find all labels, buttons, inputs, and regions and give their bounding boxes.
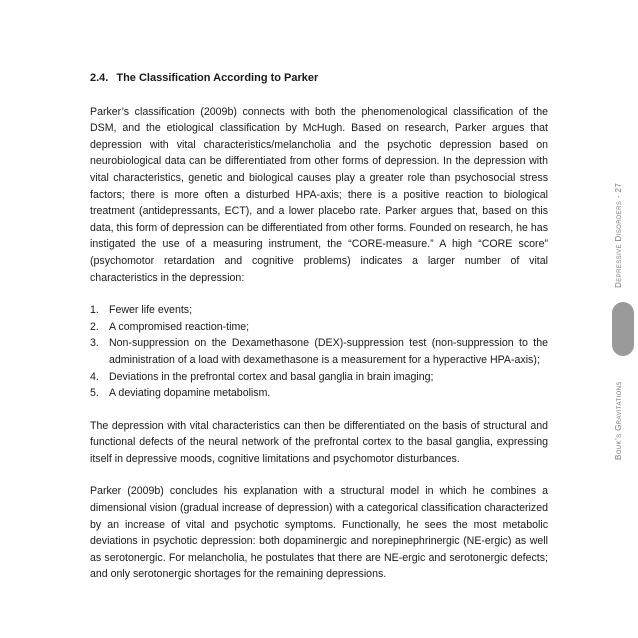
running-sidebar <box>612 0 636 638</box>
characteristics-list <box>90 302 548 402</box>
list-item <box>90 335 548 368</box>
chapter-page-label: Depressive Disorders - 27 <box>614 182 623 288</box>
section-title: The Classification According to Parker <box>116 72 319 84</box>
list-item <box>90 319 548 336</box>
list-item-text: Fewer life events; <box>109 304 193 317</box>
list-item <box>90 302 548 319</box>
list-item-number: 5. <box>90 387 99 400</box>
running-footer <box>614 183 623 460</box>
list-item-text: Deviations in the prefrontal cortex and basal ganglia in brain imaging; <box>109 370 434 383</box>
list-item <box>90 369 548 386</box>
page-content <box>90 70 548 583</box>
list-item <box>90 385 548 402</box>
list-item-text: Non-suppression on the Dexamethasone (DEX)-suppression test (non-suppression to the administration of a load with dexamethasone is a measurement for a hyperactive HPA-axis); <box>109 337 548 366</box>
list-item-number: 1. <box>90 304 99 317</box>
book-title: Bouk’s Gravitations <box>614 381 623 460</box>
list-item-number: 4. <box>90 370 99 383</box>
paragraph-intro: Parker’s classification (2009b) connects with both the phenomenological classification of the DSM, and the etiological classification by McHugh. Based on research, Parker argues that depression with vital characteristics/melancholia and the psychotic depression based on neurobiological data can be differentiated from other forms of depression. In the depression with vital characteristics, genetic and biological causes play a greater role than psychosocial stress factors; there is more often a disturbed HPA-axis; there is a positive reaction to biological treatment (antidepressants, ECT), and a lower placebo rate. Parker argues that, based on this data, this form of depression can be differentiated from other forms. Founded on research, he has instigated the use of a measuring instrument, the “CORE-measure.” A high “CORE score” (psychomotor retardation and cognitive problems) indicates a larger number of vital characteristics in the depression: <box>90 105 548 284</box>
section-number: 2.4. <box>90 72 109 84</box>
list-item-text: A compromised reaction-time; <box>109 320 250 333</box>
list-item-number: 2. <box>90 320 99 333</box>
paragraph-conclusion: Parker (2009b) concludes his explanation with a structural model in which he combines a dimensional vision (gradual increase of depression) with a categorical classification characterized by an increase of vital and psychotic symptoms. Functionally, he sees the most metabolic deviations in psychotic depression: both dopaminergic and norepinephrinergic (NE-ergic) as well as serotonergic. For melancholia, he postulates that there are NE-ergic and serotonergic defects; and only serotonergic shortages for the remaining depressions. <box>90 485 548 581</box>
section-heading <box>90 70 548 87</box>
list-item-number: 3. <box>90 337 99 350</box>
paragraph-neural: The depression with vital characteristics can then be differentiated on the basis of structural and functional defects of the neural network of the prefrontal cortex to the basal ganglia, expressing itself in depressive moods, cognitive limitations and psychomotor disturbances. <box>90 419 548 465</box>
list-item-text: A deviating dopamine metabolism. <box>109 387 271 400</box>
